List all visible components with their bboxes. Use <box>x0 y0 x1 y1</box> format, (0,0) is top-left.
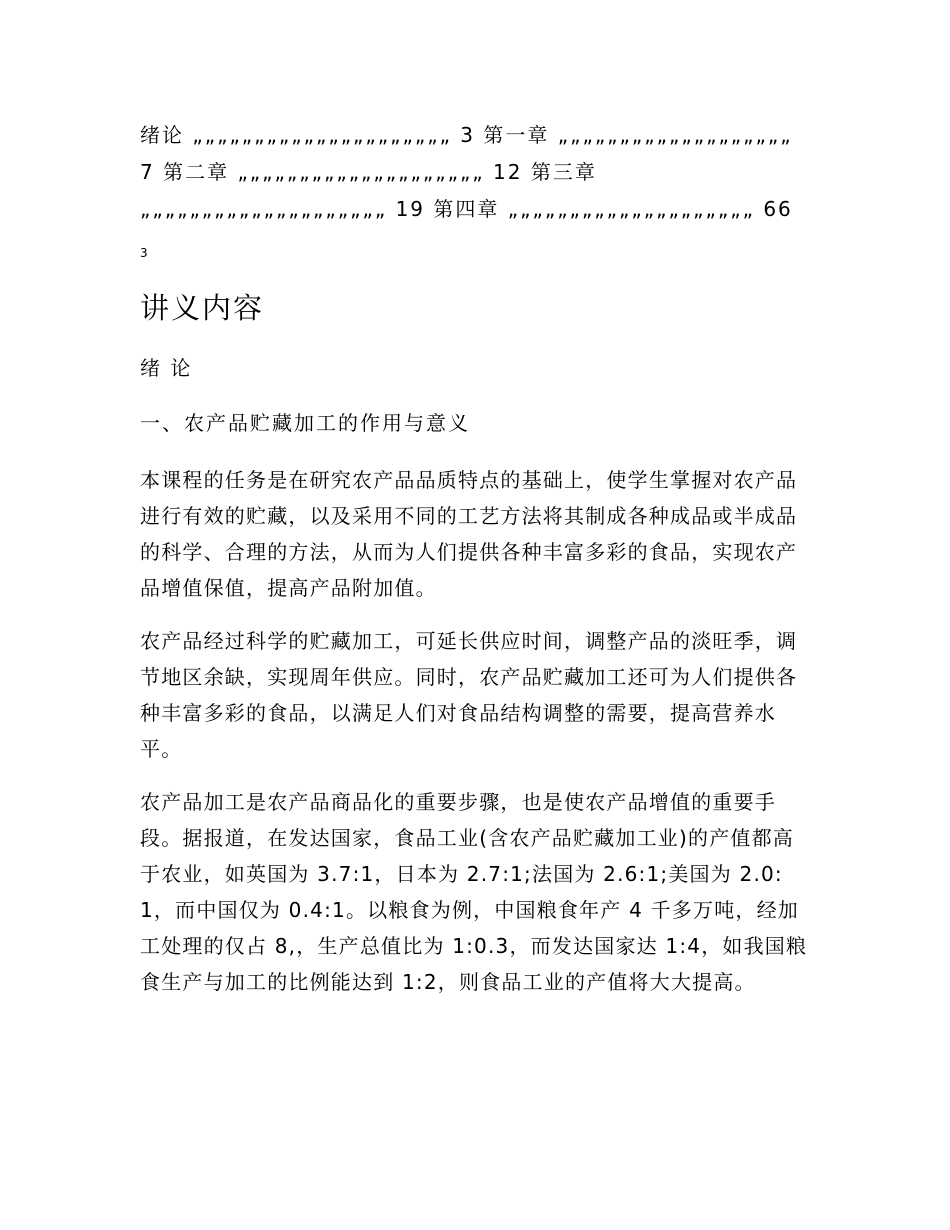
subsection-title: 一、农产品贮藏加工的作用与意义 <box>140 411 470 435</box>
paragraph: 农产品经过科学的贮藏加工，可延长供应时间，调整产品的淡旺季，调节地区余缺，实现周年供应。同时，农产品贮藏加工还可为人们提供各种丰富多彩的食品，以满足人们对食品结构调整的需要，提高营养水平。 <box>140 629 798 761</box>
page-title: 讲义内容 <box>140 291 265 325</box>
table-of-contents: 绪论 „„„„„„„„„„„„„„„„„„„„„ 3 第一章 „„„„„„„„„„„„„„„„„„„ 7 第二章 „„„„„„„„„„„„„„„„„„„„ 12 第三章 „„„„„„„„„„„„„„„„„„„„ 19 第四章 „„„„„„„„„„„„„„„„„„„„ 66 <box>140 123 793 221</box>
paragraph: 农产品加工是农产品商品化的重要步骤，也是使农产品增值的重要手段。据报道，在发达国家，食品工业(含农产品贮藏加工业)的产值都高于农业，如英国为 3.7:1，日本为 2.7:1;法国为 2.6:1;美国为 2.0:1，而中国仅为 0.4:1。以粮食为例，中国粮食年产 4 千多万吨，经加工处理的仅占 8,，生产总值比为 1:0.3，而发达国家达 1:4，如我国粮食生产与加工的比例能达到 1:2，则食品工业的产值将大大提高。 <box>140 790 808 994</box>
section-title: 绪 论 <box>140 356 193 380</box>
page-number: 3 <box>140 246 148 260</box>
paragraph: 本课程的任务是在研究农产品品质特点的基础上，使学生掌握对农产品进行有效的贮藏，以及采用不同的工艺方法将其制成各种成品或半成品的科学、合理的方法，从而为人们提供各种丰富多彩的食品，实现农产品增值保值，提高产品附加值。 <box>140 468 798 600</box>
